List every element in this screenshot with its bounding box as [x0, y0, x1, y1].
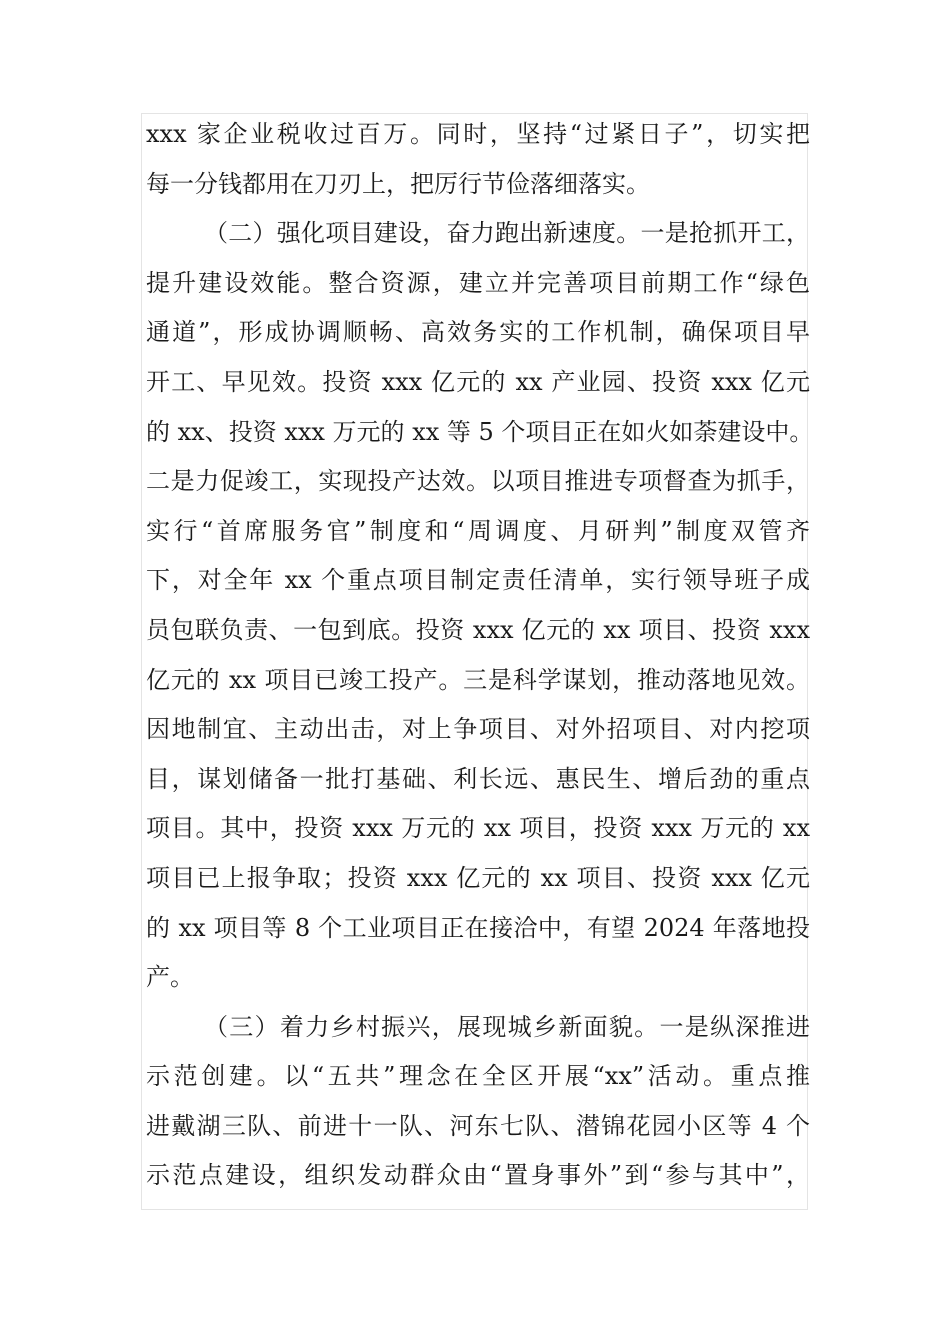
paragraph-line: 员包联负责、一包到底。投资 xxx 亿元的 xx 项目、投资 xxx	[146, 615, 810, 644]
document-body	[146, 110, 814, 1201]
paragraph-line: 二是力促竣工，实现投产达效。以项目推进专项督查为抓手，	[146, 467, 810, 496]
paragraph-line: 下，对全年 xx 个重点项目制定责任清单，实行领导班子成	[146, 566, 810, 595]
paragraph-line: 的 xx、投资 xxx 万元的 xx 等 5 个项目正在如火如荼建设中。	[146, 417, 814, 446]
paragraph-line: 的 xx 项目等 8 个工业项目正在接洽中，有望 2024 年落地投	[146, 913, 810, 942]
paragraph-line: 亿元的 xx 项目已竣工投产。三是科学谋划，推动落地见效。	[146, 665, 810, 694]
section-heading-line: （二）强化项目建设，奋力跑出新速度。一是抢抓开工，	[204, 219, 810, 248]
paragraph-line: 示范点建设，组织发动群众由“置身事外”到“参与其中”，	[146, 1161, 810, 1190]
paragraph-line: 目，谋划储备一批打基础、利长远、惠民生、增后劲的重点	[146, 764, 810, 793]
paragraph-line: 通道”，形成协调顺畅、高效务实的工作机制，确保项目早	[146, 318, 810, 347]
paragraph-line: 开工、早见效。投资 xxx 亿元的 xx 产业园、投资 xxx 亿元	[146, 367, 810, 396]
paragraph-line: 提升建设效能。整合资源，建立并完善项目前期工作“绿色	[146, 268, 810, 297]
paragraph-line: 示范创建。以“五共”理念在全区开展“xx”活动。重点推	[146, 1062, 810, 1091]
paragraph-line: 实行“首席服务官”制度和“周调度、月研判”制度双管齐	[146, 516, 810, 545]
paragraph-line: 项目。其中，投资 xxx 万元的 xx 项目，投资 xxx 万元的 xx	[146, 814, 810, 843]
section-heading-line: （三）着力乡村振兴，展现城乡新面貌。一是纵深推进	[204, 1012, 810, 1041]
paragraph-line: 进戴湖三队、前进十一队、河东七队、潜锦花园小区等 4 个	[146, 1111, 810, 1140]
paragraph-line: xxx 家企业税收过百万。同时，坚持“过紧日子”，切实把	[146, 120, 810, 148]
paragraph-line: 因地制宜、主动出击，对上争项目、对外招项目、对内挖项	[146, 715, 810, 744]
paragraph-line: 每一分钱都用在刀刃上，把厉行节俭落细落实。	[146, 169, 650, 198]
paragraph-line: 项目已上报争取；投资 xxx 亿元的 xx 项目、投资 xxx 亿元	[146, 863, 810, 892]
paragraph-line: 产。	[146, 963, 194, 992]
